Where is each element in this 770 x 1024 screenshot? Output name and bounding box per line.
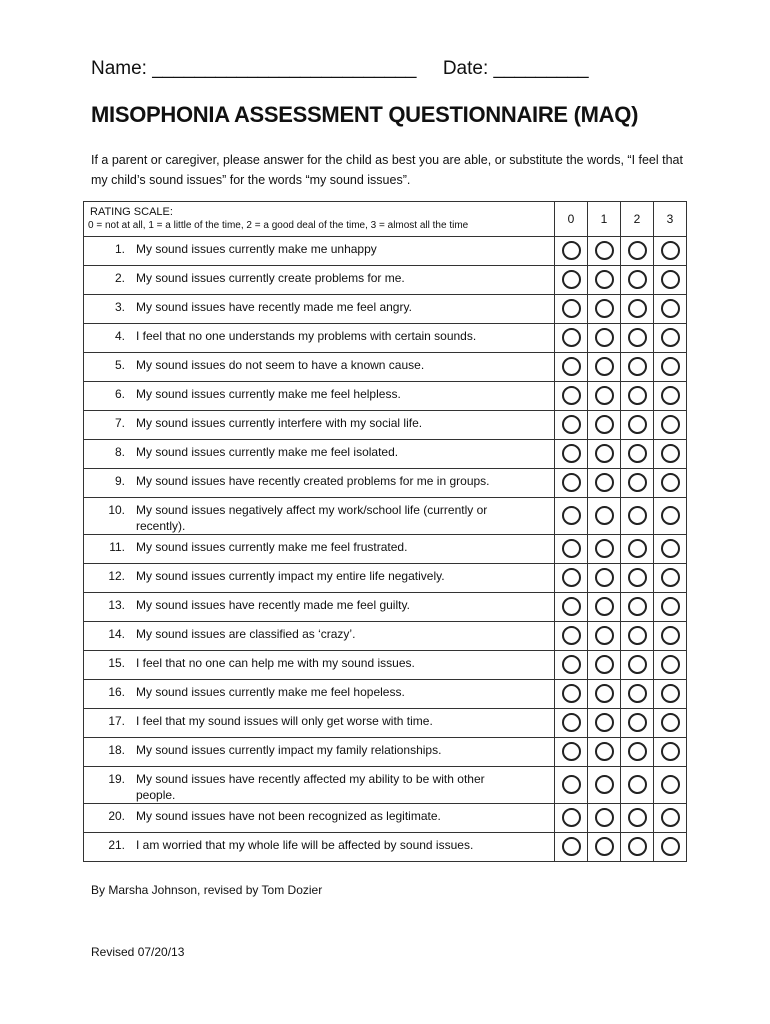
rating-cell-1 bbox=[588, 804, 621, 833]
question-number: 13. bbox=[108, 598, 125, 612]
question-cell bbox=[84, 738, 555, 767]
rating-header-0: 0 bbox=[555, 202, 588, 237]
rating-cell-0 bbox=[555, 593, 588, 622]
rating-cell-1 bbox=[588, 622, 621, 651]
question-text: My sound issues negatively affect my work/school life (currently or recently). bbox=[136, 503, 488, 533]
rating-cell-3 bbox=[654, 767, 687, 804]
question-row bbox=[84, 767, 687, 804]
question-number: 7. bbox=[114, 416, 125, 430]
rating-cell-1 bbox=[588, 382, 621, 411]
rating-radio-3[interactable] bbox=[661, 742, 680, 761]
rating-cell-0 bbox=[555, 738, 588, 767]
question-row bbox=[84, 833, 687, 862]
rating-cell-2 bbox=[621, 237, 654, 266]
rating-cell-1 bbox=[588, 295, 621, 324]
rating-radio-2[interactable] bbox=[628, 808, 647, 827]
question-text: My sound issues currently make me feel helpless. bbox=[136, 387, 401, 401]
rating-radio-3[interactable] bbox=[661, 684, 680, 703]
rating-cell-2 bbox=[621, 411, 654, 440]
rating-cell-3 bbox=[654, 295, 687, 324]
rating-cell-2 bbox=[621, 804, 654, 833]
question-text: My sound issues currently make me feel hopeless. bbox=[136, 685, 405, 699]
rating-cell-3 bbox=[654, 353, 687, 382]
question-text: My sound issues have recently affected my ability to be with other people. bbox=[136, 772, 485, 802]
rating-cell-2 bbox=[621, 622, 654, 651]
question-cell bbox=[84, 833, 555, 862]
rating-radio-1[interactable] bbox=[595, 597, 614, 616]
rating-cell-1 bbox=[588, 469, 621, 498]
rating-cell-0 bbox=[555, 767, 588, 804]
question-number: 4. bbox=[114, 329, 125, 343]
question-row bbox=[84, 237, 687, 266]
question-row bbox=[84, 469, 687, 498]
rating-radio-2[interactable] bbox=[628, 775, 647, 794]
rating-cell-3 bbox=[654, 833, 687, 862]
rating-radio-2[interactable] bbox=[628, 742, 647, 761]
rating-cell-1 bbox=[588, 593, 621, 622]
rating-header-2: 2 bbox=[621, 202, 654, 237]
question-number: 9. bbox=[114, 474, 125, 488]
rating-cell-3 bbox=[654, 564, 687, 593]
question-cell bbox=[84, 622, 555, 651]
rating-radio-2[interactable] bbox=[628, 444, 647, 463]
rating-radio-1[interactable] bbox=[595, 808, 614, 827]
questionnaire-table bbox=[83, 201, 687, 862]
rating-radio-2[interactable] bbox=[628, 386, 647, 405]
rating-radio-0[interactable] bbox=[562, 597, 581, 616]
rating-cell-0 bbox=[555, 440, 588, 469]
rating-cell-3 bbox=[654, 804, 687, 833]
rating-radio-0[interactable] bbox=[562, 328, 581, 347]
rating-cell-2 bbox=[621, 738, 654, 767]
rating-radio-2[interactable] bbox=[628, 568, 647, 587]
question-row bbox=[84, 353, 687, 382]
rating-radio-1[interactable] bbox=[595, 539, 614, 558]
questions-body bbox=[84, 237, 687, 862]
rating-cell-1 bbox=[588, 535, 621, 564]
rating-radio-2[interactable] bbox=[628, 299, 647, 318]
rating-cell-1 bbox=[588, 237, 621, 266]
rating-radio-1[interactable] bbox=[595, 415, 614, 434]
rating-cell-1 bbox=[588, 564, 621, 593]
rating-cell-1 bbox=[588, 767, 621, 804]
question-cell bbox=[84, 353, 555, 382]
rating-radio-0[interactable] bbox=[562, 808, 581, 827]
question-text: My sound issues have recently made me feel guilty. bbox=[136, 598, 410, 612]
question-cell bbox=[84, 804, 555, 833]
rating-radio-2[interactable] bbox=[628, 473, 647, 492]
question-number: 10. bbox=[108, 503, 125, 517]
rating-cell-1 bbox=[588, 709, 621, 738]
rating-cell-0 bbox=[555, 651, 588, 680]
rating-cell-3 bbox=[654, 709, 687, 738]
rating-radio-3[interactable] bbox=[661, 713, 680, 732]
question-cell bbox=[84, 680, 555, 709]
question-row bbox=[84, 382, 687, 411]
rating-radio-3[interactable] bbox=[661, 444, 680, 463]
question-cell bbox=[84, 535, 555, 564]
rating-radio-1[interactable] bbox=[595, 299, 614, 318]
rating-cell-3 bbox=[654, 535, 687, 564]
rating-radio-3[interactable] bbox=[661, 328, 680, 347]
rating-radio-3[interactable] bbox=[661, 539, 680, 558]
rating-radio-1[interactable] bbox=[595, 357, 614, 376]
question-row bbox=[84, 593, 687, 622]
rating-radio-2[interactable] bbox=[628, 539, 647, 558]
question-row bbox=[84, 411, 687, 440]
rating-radio-0[interactable] bbox=[562, 626, 581, 645]
rating-cell-3 bbox=[654, 266, 687, 295]
rating-radio-2[interactable] bbox=[628, 415, 647, 434]
page-title: MISOPHONIA ASSESSMENT QUESTIONNAIRE (MAQ) bbox=[91, 102, 639, 127]
rating-cell-1 bbox=[588, 738, 621, 767]
question-text: My sound issues currently make me unhappy bbox=[136, 242, 377, 256]
rating-radio-0[interactable] bbox=[562, 473, 581, 492]
question-row bbox=[84, 295, 687, 324]
rating-cell-3 bbox=[654, 382, 687, 411]
question-text: I feel that no one can help me with my sound issues. bbox=[136, 656, 415, 670]
question-cell bbox=[84, 440, 555, 469]
question-text: My sound issues currently interfere with my social life. bbox=[136, 416, 423, 430]
rating-radio-2[interactable] bbox=[628, 837, 647, 856]
rating-cell-0 bbox=[555, 564, 588, 593]
rating-cell-0 bbox=[555, 382, 588, 411]
rating-radio-2[interactable] bbox=[628, 655, 647, 674]
rating-radio-0[interactable] bbox=[562, 837, 581, 856]
rating-cell-1 bbox=[588, 353, 621, 382]
rating-cell-1 bbox=[588, 833, 621, 862]
rating-scale-cell bbox=[84, 202, 555, 237]
rating-cell-0 bbox=[555, 324, 588, 353]
question-text: My sound issues have recently created problems for me in groups. bbox=[136, 474, 490, 488]
question-number: 16. bbox=[108, 685, 125, 699]
question-cell bbox=[84, 709, 555, 738]
rating-radio-2[interactable] bbox=[628, 328, 647, 347]
rating-radio-3[interactable] bbox=[661, 597, 680, 616]
rating-radio-3[interactable] bbox=[661, 386, 680, 405]
rating-radio-2[interactable] bbox=[628, 597, 647, 616]
question-cell bbox=[84, 593, 555, 622]
rating-cell-1 bbox=[588, 498, 621, 535]
rating-radio-3[interactable] bbox=[661, 299, 680, 318]
rating-radio-3[interactable] bbox=[661, 626, 680, 645]
rating-cell-3 bbox=[654, 651, 687, 680]
rating-radio-1[interactable] bbox=[595, 775, 614, 794]
question-number: 5. bbox=[114, 358, 125, 372]
rating-radio-3[interactable] bbox=[661, 473, 680, 492]
question-number: 15. bbox=[108, 656, 125, 670]
question-text: My sound issues currently impact my entire life negatively. bbox=[136, 569, 445, 583]
rating-cell-0 bbox=[555, 680, 588, 709]
rating-radio-0[interactable] bbox=[562, 713, 581, 732]
rating-cell-2 bbox=[621, 535, 654, 564]
rating-radio-1[interactable] bbox=[595, 386, 614, 405]
footer-credit: By Marsha Johnson, revised by Tom Dozier bbox=[91, 883, 323, 897]
rating-radio-1[interactable] bbox=[595, 626, 614, 645]
question-row bbox=[84, 564, 687, 593]
rating-cell-3 bbox=[654, 593, 687, 622]
rating-cell-3 bbox=[654, 622, 687, 651]
question-number: 18. bbox=[108, 743, 125, 757]
rating-radio-2[interactable] bbox=[628, 270, 647, 289]
rating-radio-1[interactable] bbox=[595, 444, 614, 463]
rating-cell-1 bbox=[588, 324, 621, 353]
header-line bbox=[91, 58, 589, 80]
question-text: I feel that my sound issues will only get worse with time. bbox=[136, 714, 433, 728]
rating-cell-0 bbox=[555, 622, 588, 651]
rating-radio-0[interactable] bbox=[562, 684, 581, 703]
question-text: I am worried that my whole life will be affected by sound issues. bbox=[136, 838, 474, 852]
rating-cell-2 bbox=[621, 833, 654, 862]
date-field-label: Date: _________ bbox=[442, 58, 589, 79]
rating-radio-0[interactable] bbox=[562, 241, 581, 260]
rating-radio-0[interactable] bbox=[562, 742, 581, 761]
rating-cell-2 bbox=[621, 469, 654, 498]
rating-cell-0 bbox=[555, 295, 588, 324]
rating-radio-0[interactable] bbox=[562, 386, 581, 405]
rating-radio-2[interactable] bbox=[628, 357, 647, 376]
rating-cell-0 bbox=[555, 411, 588, 440]
question-text: My sound issues currently create problems for me. bbox=[136, 271, 405, 285]
rating-radio-1[interactable] bbox=[595, 473, 614, 492]
rating-cell-3 bbox=[654, 498, 687, 535]
question-cell bbox=[84, 295, 555, 324]
question-text: My sound issues currently make me feel isolated. bbox=[136, 445, 399, 459]
rating-cell-2 bbox=[621, 680, 654, 709]
rating-radio-3[interactable] bbox=[661, 808, 680, 827]
rating-cell-2 bbox=[621, 324, 654, 353]
rating-radio-2[interactable] bbox=[628, 626, 647, 645]
question-row bbox=[84, 324, 687, 353]
question-cell bbox=[84, 411, 555, 440]
rating-radio-3[interactable] bbox=[661, 837, 680, 856]
rating-cell-3 bbox=[654, 440, 687, 469]
rating-radio-1[interactable] bbox=[595, 568, 614, 587]
question-number: 11. bbox=[109, 540, 125, 554]
rating-radio-0[interactable] bbox=[562, 357, 581, 376]
question-text: My sound issues currently impact my family relationships. bbox=[136, 743, 442, 757]
rating-radio-2[interactable] bbox=[628, 713, 647, 732]
question-row bbox=[84, 709, 687, 738]
rating-radio-1[interactable] bbox=[595, 684, 614, 703]
rating-radio-3[interactable] bbox=[661, 655, 680, 674]
question-cell bbox=[84, 564, 555, 593]
question-row bbox=[84, 804, 687, 833]
rating-cell-3 bbox=[654, 738, 687, 767]
question-text: My sound issues have recently made me feel angry. bbox=[136, 300, 412, 314]
rating-cell-0 bbox=[555, 709, 588, 738]
question-number: 21. bbox=[108, 838, 125, 852]
rating-radio-3[interactable] bbox=[661, 568, 680, 587]
rating-cell-0 bbox=[555, 498, 588, 535]
rating-radio-0[interactable] bbox=[562, 506, 581, 525]
rating-scale-title: RATING SCALE: bbox=[90, 206, 173, 218]
rating-cell-0 bbox=[555, 833, 588, 862]
question-number: 17. bbox=[108, 714, 125, 728]
question-cell bbox=[84, 651, 555, 680]
rating-radio-0[interactable] bbox=[562, 539, 581, 558]
rating-cell-0 bbox=[555, 237, 588, 266]
rating-radio-3[interactable] bbox=[661, 241, 680, 260]
question-cell bbox=[84, 382, 555, 411]
rating-cell-2 bbox=[621, 440, 654, 469]
rating-radio-2[interactable] bbox=[628, 241, 647, 260]
rating-cell-3 bbox=[654, 324, 687, 353]
question-number: 8. bbox=[114, 445, 125, 459]
rating-radio-0[interactable] bbox=[562, 270, 581, 289]
question-number: 19. bbox=[108, 772, 125, 786]
rating-cell-1 bbox=[588, 440, 621, 469]
question-row bbox=[84, 738, 687, 767]
rating-cell-2 bbox=[621, 353, 654, 382]
rating-cell-2 bbox=[621, 266, 654, 295]
question-row bbox=[84, 651, 687, 680]
rating-radio-3[interactable] bbox=[661, 270, 680, 289]
rating-radio-0[interactable] bbox=[562, 655, 581, 674]
question-cell bbox=[84, 498, 555, 535]
rating-radio-2[interactable] bbox=[628, 506, 647, 525]
question-number: 1. bbox=[114, 242, 125, 256]
question-cell bbox=[84, 324, 555, 353]
rating-cell-3 bbox=[654, 411, 687, 440]
rating-cell-3 bbox=[654, 680, 687, 709]
rating-radio-0[interactable] bbox=[562, 444, 581, 463]
footer-revised-date: Revised 07/20/13 bbox=[91, 945, 185, 959]
rating-header-3: 3 bbox=[654, 202, 687, 237]
question-number: 20. bbox=[108, 809, 125, 823]
rating-radio-3[interactable] bbox=[661, 415, 680, 434]
rating-cell-0 bbox=[555, 469, 588, 498]
rating-cell-1 bbox=[588, 680, 621, 709]
rating-cell-2 bbox=[621, 295, 654, 324]
rating-cell-3 bbox=[654, 469, 687, 498]
question-number: 2. bbox=[114, 271, 125, 285]
rating-radio-1[interactable] bbox=[595, 713, 614, 732]
question-text: I feel that no one understands my problems with certain sounds. bbox=[136, 329, 477, 343]
question-cell bbox=[84, 469, 555, 498]
rating-radio-0[interactable] bbox=[562, 775, 581, 794]
question-row bbox=[84, 440, 687, 469]
rating-radio-1[interactable] bbox=[595, 328, 614, 347]
rating-cell-2 bbox=[621, 651, 654, 680]
rating-radio-3[interactable] bbox=[661, 506, 680, 525]
question-row bbox=[84, 535, 687, 564]
question-row bbox=[84, 622, 687, 651]
rating-radio-1[interactable] bbox=[595, 837, 614, 856]
rating-radio-1[interactable] bbox=[595, 241, 614, 260]
rating-cell-1 bbox=[588, 411, 621, 440]
question-row bbox=[84, 266, 687, 295]
rating-cell-0 bbox=[555, 353, 588, 382]
question-text: My sound issues currently make me feel frustrated. bbox=[136, 540, 408, 554]
rating-radio-0[interactable] bbox=[562, 568, 581, 587]
rating-cell-2 bbox=[621, 498, 654, 535]
question-text: My sound issues are classified as ‘crazy’. bbox=[136, 627, 356, 641]
rating-cell-2 bbox=[621, 709, 654, 738]
rating-cell-1 bbox=[588, 651, 621, 680]
question-row bbox=[84, 680, 687, 709]
rating-cell-3 bbox=[654, 237, 687, 266]
question-text: My sound issues do not seem to have a known cause. bbox=[136, 358, 425, 372]
rating-cell-0 bbox=[555, 535, 588, 564]
rating-radio-0[interactable] bbox=[562, 415, 581, 434]
rating-radio-3[interactable] bbox=[661, 357, 680, 376]
rating-cell-2 bbox=[621, 593, 654, 622]
question-number: 12. bbox=[108, 569, 125, 583]
rating-header-1: 1 bbox=[588, 202, 621, 237]
rating-radio-0[interactable] bbox=[562, 299, 581, 318]
rating-cell-1 bbox=[588, 266, 621, 295]
question-cell bbox=[84, 767, 555, 804]
question-text: My sound issues have not been recognized as legitimate. bbox=[136, 809, 441, 823]
rating-cell-0 bbox=[555, 266, 588, 295]
rating-radio-2[interactable] bbox=[628, 684, 647, 703]
rating-radio-3[interactable] bbox=[661, 775, 680, 794]
question-number: 3. bbox=[114, 300, 125, 314]
name-field-label: Name: _________________________ bbox=[91, 58, 417, 79]
instructions-text: If a parent or caregiver, please answer for the child as best you are able, or substitute the words, “I feel that my child’s sound issues” for the words “my sound issues”. bbox=[91, 153, 683, 187]
rating-cell-2 bbox=[621, 564, 654, 593]
rating-radio-1[interactable] bbox=[595, 506, 614, 525]
question-cell bbox=[84, 237, 555, 266]
rating-radio-1[interactable] bbox=[595, 270, 614, 289]
rating-radio-1[interactable] bbox=[595, 742, 614, 761]
rating-cell-2 bbox=[621, 382, 654, 411]
rating-cell-0 bbox=[555, 804, 588, 833]
rating-cell-2 bbox=[621, 767, 654, 804]
rating-radio-1[interactable] bbox=[595, 655, 614, 674]
question-number: 14. bbox=[108, 627, 125, 641]
question-number: 6. bbox=[114, 387, 125, 401]
rating-scale-description: 0 = not at all, 1 = a little of the time, 2 = a good deal of the time, 3 = almost all the time bbox=[88, 220, 469, 231]
question-cell bbox=[84, 266, 555, 295]
question-row bbox=[84, 498, 687, 535]
